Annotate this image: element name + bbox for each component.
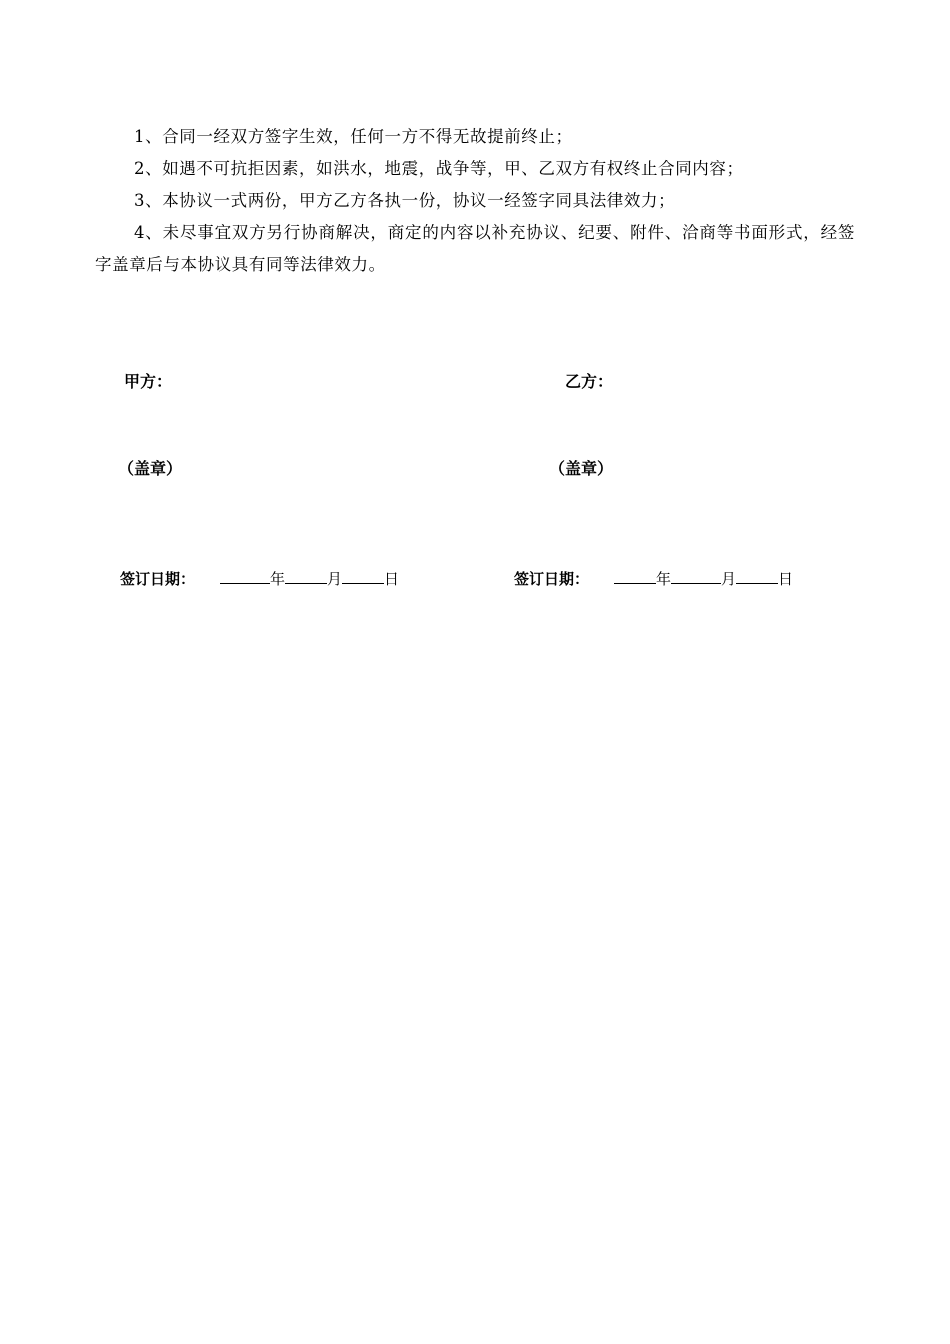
- party-b-month-blank[interactable]: [671, 569, 721, 584]
- party-b-date-label: 签订日期：: [514, 570, 590, 588]
- party-b-sign-date: [514, 568, 793, 589]
- party-b-seal: （盖章）: [549, 459, 614, 478]
- party-a-seal: （盖章）: [118, 459, 183, 478]
- party-a-sign-date: [120, 568, 399, 589]
- party-b-label: 乙方：: [565, 372, 614, 391]
- party-b-month-unit: 月: [721, 570, 737, 588]
- clause-2: 2、如遇不可抗拒因素，如洪水，地震，战争等，甲、乙双方有权终止合同内容；: [134, 159, 744, 178]
- party-b-year-unit: 年: [656, 570, 672, 588]
- party-a-day-unit: 日: [384, 570, 400, 588]
- party-b-year-blank[interactable]: [614, 569, 656, 584]
- party-a-year-unit: 年: [270, 570, 286, 588]
- party-a-label: 甲方：: [124, 372, 173, 391]
- party-a-date-label: 签订日期：: [120, 570, 196, 588]
- party-a-year-blank[interactable]: [220, 569, 270, 584]
- party-b-day-blank[interactable]: [736, 569, 778, 584]
- party-a-day-blank[interactable]: [342, 569, 384, 584]
- contract-clauses: [95, 121, 855, 281]
- clause-3: 3、本协议一式两份，甲方乙方各执一份，协议一经签字同具法律效力；: [134, 191, 676, 210]
- party-a-month-blank[interactable]: [285, 569, 327, 584]
- clause-1: 1、合同一经双方签字生效，任何一方不得无故提前终止；: [134, 127, 573, 146]
- party-a-month-unit: 月: [327, 570, 343, 588]
- party-b-day-unit: 日: [778, 570, 794, 588]
- clause-4: 4、未尽事宜双方另行协商解决，商定的内容以补充协议、纪要、附件、洽商等书面形式，经签字盖章后与本协议具有同等法律效力。: [95, 223, 855, 274]
